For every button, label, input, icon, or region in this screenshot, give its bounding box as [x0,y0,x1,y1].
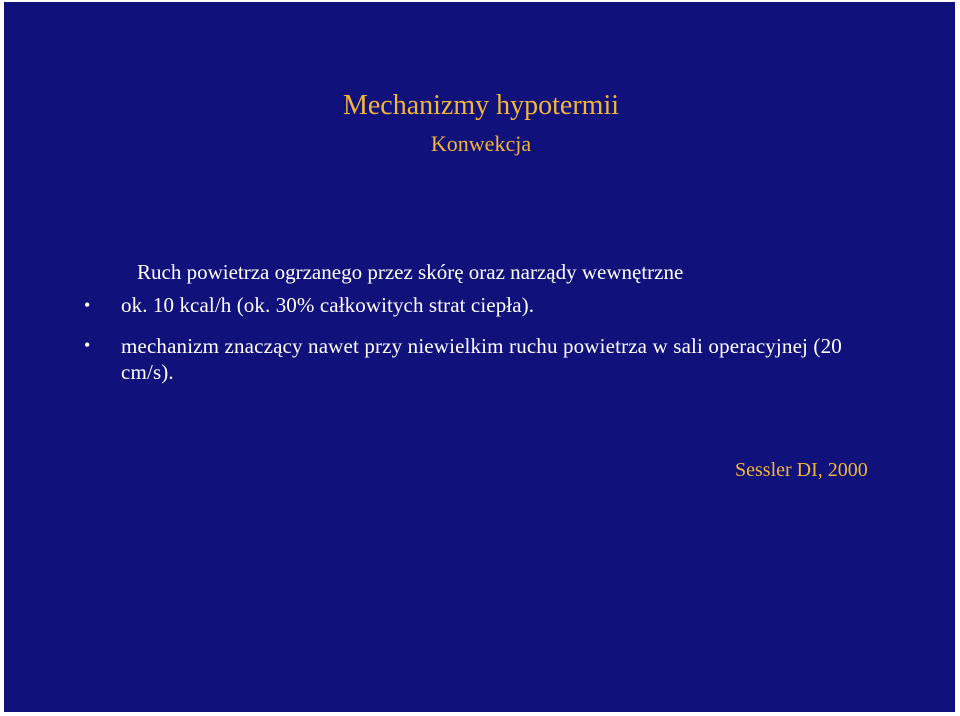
slide-title [4,90,955,122]
bullet-item-1: ok. 10 kcal/h (ok. 30% całkowitych strat ciepła). [121,293,535,317]
lead-text: Ruch powietrza ogrzanego przez skórę oraz narządy wewnętrzne [137,260,684,284]
slide-subtitle-text: Konwekcja [430,131,532,156]
bullet-item-2: mechanizm znaczący nawet przy niewielkim ruchu powietrza w sali operacyjnej (20 cm/s). [121,334,842,384]
bullet-icon: • [84,335,91,355]
slide-subtitle [4,131,955,157]
slide [4,2,955,712]
bullet-icon: • [84,295,91,315]
citation: Sessler DI, 2000 [735,459,868,481]
slide-title-text: Mechanizmy hypotermii [342,90,620,121]
